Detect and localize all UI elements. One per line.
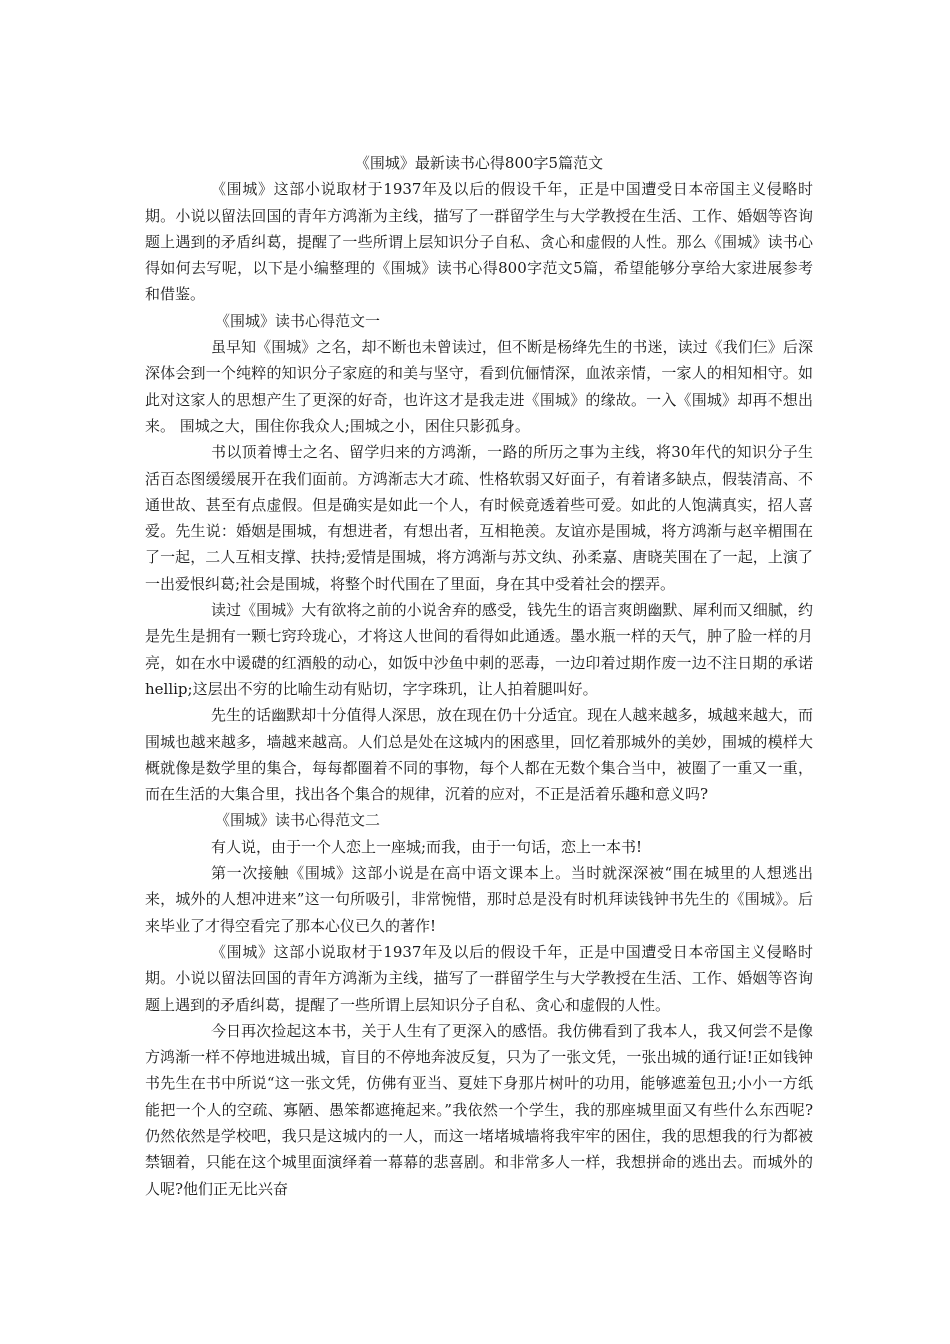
document-page: [145, 150, 813, 1202]
section2-paragraph-4: 今日再次捡起这本书，关于人生有了更深入的感悟。我仿佛看到了我本人，我又何尝不是像方鸿渐一样不停地进城出城，盲目的不停地奔波反复，只为了一张文凭，一张出城的通行证!正如钱钟书先生在书中所说“这一张文凭，仿佛有亚当、夏娃下身那片树叶的功用，能够遮羞包丑;小小一方纸能把一个人的空疏、寡陋、愚笨都遮掩起来。”我依然一个学生，我的那座城里面又有些什么东西呢?仍然依然是学校吧，我只是这城内的一人，而这一堵堵城墙将我牢牢的困住，我的思想我的行为都被禁锢着，只能在这个城里面演绎着一幕幕的悲喜剧。和非常多人一样，我想拼命的逃出去。而城外的人呢?他们正无比兴奋: [145, 1021, 813, 1198]
intro-paragraph: 《围城》这部小说取材于1937年及以后的假设千年，正是中国遭受日本帝国主义侵略时期。小说以留法回国的青年方鸿渐为主线，描写了一群留学生与大学教授在生活、工作、婚姻等咨询题上遇到的矛盾纠葛，提醒了一些所谓上层知识分子自私、贪心和虚假的人性。那么《围城》读书心得如何去写呢，以下是小编整理的《围城》读书心得800字范文5篇，希望能够分享给大家进展参考和借鉴。: [145, 180, 813, 304]
section1-paragraph-3: 读过《围城》大有欲将之前的小说舍弃的感受，钱先生的语言爽朗幽默、犀利而又细腻，约是先生是拥有一颗七窍玲珑心，才将这人世间的看得如此通透。墨水瓶一样的天气，肿了脸一样的月亮，如在水中谖礎的红酒般的动心，如饭中沙鱼中刺的恶毒，一边印着过期作废一边不注日期的承诺 hellip;这层出不穷的比喻生动有贴切，字字珠玑，让人拍着腿叫好。: [145, 601, 813, 698]
section2-paragraph-2: 第一次接触《围城》这部小说是在高中语文课本上。当时就深深被“围在城里的人想逃出来，城外的人想冲进来”这一句所吸引，非常惋惜，那时总是没有时机拜读钱钟书先生的《围城》。后来毕业了才得空看完了那本心仪已久的著作!: [145, 864, 813, 935]
document-title: 《围城》最新读书心得800字5篇范文: [354, 154, 604, 172]
section2-paragraph-3: 《围城》这部小说取材于1937年及以后的假设千年，正是中国遭受日本帝国主义侵略时期。小说以留法回国的青年方鸿渐为主线，描写了一群留学生与大学教授在生活、工作、婚姻等咨询题上遇到的矛盾纠葛，提醒了一些所谓上层知识分子自私、贪心和虚假的人性。: [145, 942, 813, 1014]
section-heading-1: 《围城》读书心得范文一: [215, 311, 381, 330]
section2-paragraph-1: 有人说，由于一个人恋上一座城;而我，由于一句话，恋上一本书!: [211, 837, 643, 856]
section-heading-2: 《围城》读书心得范文二: [215, 811, 381, 830]
section1-paragraph-1: 虽早知《围城》之名，却不断也未曾读过，但不断是杨绛先生的书迷，读过《我们仨》后深深体会到一个纯粹的知识分子家庭的和美与坚守，看到伉俪情深，血浓亲情，一家人的相知相守。如此对这家人的思想产生了更深的好奇，也许这才是我走进《围城》的缘故。一入《围城》却再不想出来。 围城之大，围住你我众人;围城之小，困住只影孤身。: [145, 338, 813, 435]
section1-paragraph-2: 书以顶着博士之名、留学归来的方鸿渐，一路的所历之事为主线，将30年代的知识分子生活百态图缓缓展开在我们面前。方鸿渐志大才疏、性格软弱又好面子，有着诸多缺点，假装清高、不通世故、甚至有点虚假。但是确实是如此一个人，有时候竟透着些可爱。如此的人饱满真实，招人喜爱。先生说：婚姻是围城，有想进者，有想出者，互相艳羡。友谊亦是围城，将方鸿渐与赵辛楣围在了一起，二人互相支撑、扶持;爱情是围城，将方鸿渐与苏文纨、孙柔嘉、唐晓芙围在了一起，上演了一出爱恨纠葛;社会是围城，将整个时代围在了里面，身在其中受着社会的摆弄。: [145, 443, 813, 593]
section1-paragraph-4: 先生的话幽默却十分值得人深思，放在现在仍十分适宜。现在人越来越多，城越来越大，而围城也越来越多，墙越来越高。人们总是处在这城内的困惑里，回忆着那城外的美妙，围城的模样大概就像是数学里的集合，每每都圈着不同的事物，每个人都在无数个集合当中，被圈了一重又一重，而在生活的大集合里，找出各个集合的规律，沉着的应对，不正是活着乐趣和意义吗?: [145, 706, 813, 804]
